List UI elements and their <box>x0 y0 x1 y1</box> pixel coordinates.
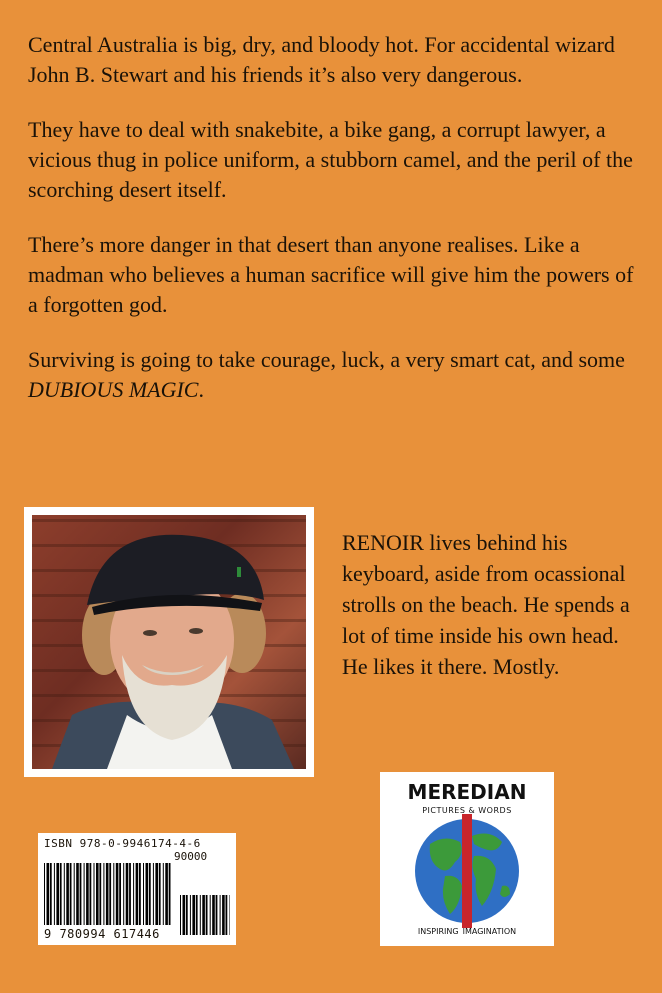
barcode-bar <box>74 863 75 925</box>
barcode-bar <box>76 863 79 925</box>
barcode-addon-number: 90000 <box>174 850 208 863</box>
barcode-bar <box>139 863 141 925</box>
blurb-paragraph-2: They have to deal with snakebite, a bike gang, a corrupt lawyer, a vicious thug in police uniform, a stubborn camel, and the peril of the scorching desert itself. <box>28 117 633 202</box>
barcode-bar <box>129 863 131 925</box>
barcode-bar <box>159 863 161 925</box>
isbn-number: ISBN 978-0-9946174-4-6 <box>44 837 201 850</box>
barcode-bar <box>119 863 121 925</box>
blurb-p4-text: Surviving is going to take courage, luck, a very smart cat, and some <box>28 347 625 372</box>
barcode-bar <box>220 895 221 935</box>
barcode-bar <box>165 863 168 925</box>
barcode-bar <box>212 895 215 935</box>
author-photo <box>32 515 306 769</box>
barcode-bar <box>47 863 50 925</box>
slogan-left: INSPIRING <box>417 927 459 936</box>
barcode-bar <box>146 863 149 925</box>
barcode-bar <box>143 863 144 925</box>
barcode-bar <box>70 863 72 925</box>
back-cover-blurb <box>28 30 638 430</box>
barcode-bar <box>109 863 111 925</box>
barcode-bar <box>84 863 85 925</box>
isbn-barcode <box>38 833 236 945</box>
barcode-bar <box>155 863 158 925</box>
globe-icon <box>410 814 524 928</box>
barcode-bar <box>96 863 99 925</box>
barcode-bar <box>163 863 164 925</box>
slogan-right: IMAGINATION <box>462 927 517 936</box>
barcode-bar <box>222 895 225 935</box>
barcode-bar <box>133 863 134 925</box>
barcode-bar <box>202 895 205 935</box>
barcode-bar <box>99 863 101 925</box>
publisher-name: MEREDIAN <box>407 780 527 804</box>
blurb-title-italic: DUBIOUS MAGIC <box>28 377 199 402</box>
barcode-bar <box>94 863 95 925</box>
barcode-bar <box>64 863 65 925</box>
barcode-bar <box>200 895 201 935</box>
barcode-bar <box>190 895 191 935</box>
barcode-ean-digits: 9 780994 617446 <box>44 927 160 941</box>
barcode-bar <box>180 895 181 935</box>
barcode-bar <box>210 895 211 935</box>
author-bio: RENOIR lives behind his keyboard, aside from ocassional strolls on the beach. He spends a lot of time inside his own head. He likes it there. Mostly. <box>342 530 630 679</box>
barcode-bar <box>136 863 139 925</box>
barcode-bar <box>169 863 171 925</box>
barcode-bar <box>186 895 188 935</box>
blurb-paragraph-3: There’s more danger in that desert than anyone realises. Like a madman who believes a human sacrifice will give him the powers of a forgotten god. <box>28 232 634 317</box>
barcode-bar <box>206 895 208 935</box>
barcode-bar <box>44 863 45 925</box>
blurb-paragraph-4 <box>28 345 638 405</box>
barcode-bar <box>230 895 231 935</box>
publisher-tagline: PICTURES & WORDS <box>422 806 512 815</box>
barcode-bar <box>50 863 52 925</box>
barcode-bars <box>44 863 230 925</box>
barcode-bar <box>54 863 55 925</box>
barcode-bar <box>113 863 114 925</box>
blurb-paragraph-1: Central Australia is big, dry, and bloody hot. For accidental wizard John B. Stewart and his friends it’s also very dangerous. <box>28 32 615 87</box>
barcode-bar <box>86 863 89 925</box>
barcode-bar <box>123 863 124 925</box>
author-portrait-illustration <box>32 515 306 769</box>
publisher-slogan <box>380 927 554 936</box>
barcode-bar <box>90 863 92 925</box>
barcode-bar <box>116 863 119 925</box>
barcode-bar <box>183 895 186 935</box>
barcode-bar <box>192 895 195 935</box>
barcode-bar <box>196 895 198 935</box>
author-photo-frame <box>24 507 314 777</box>
addon-barcode-bars <box>180 895 230 935</box>
barcode-bar <box>66 863 69 925</box>
barcode-bar <box>126 863 129 925</box>
barcode-bar <box>103 863 104 925</box>
barcode-bar <box>106 863 109 925</box>
barcode-bar <box>60 863 62 925</box>
barcode-bar <box>216 895 218 935</box>
publisher-logo <box>380 772 554 946</box>
barcode-bar <box>226 895 228 935</box>
barcode-bar <box>80 863 82 925</box>
barcode-bar <box>56 863 59 925</box>
ean-barcode-bars <box>44 863 172 925</box>
barcode-bar <box>153 863 154 925</box>
barcode-bar <box>149 863 151 925</box>
blurb-p4-end: . <box>198 377 204 402</box>
